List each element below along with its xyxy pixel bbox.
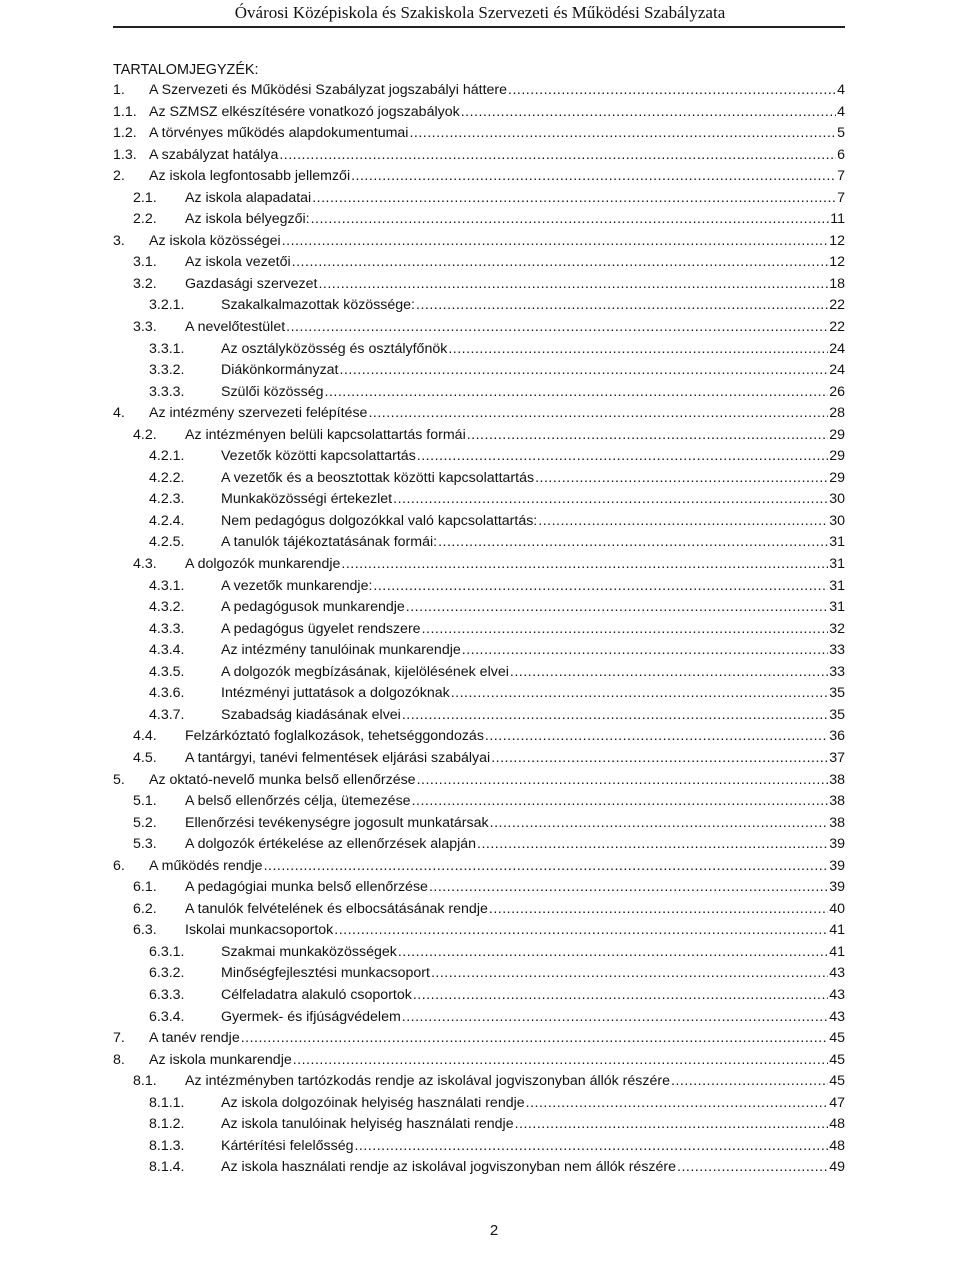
toc-leader-dots [340, 360, 829, 382]
toc-leader-dots [526, 1093, 829, 1115]
toc-entry-title: Az iskola használati rendje az iskolával jogviszonyban nem állók részére [221, 1159, 677, 1176]
toc-leader-dots [312, 188, 836, 210]
toc-entry-number: 1.2. [113, 125, 137, 142]
toc-entry-number: 8.1.1. [149, 1094, 185, 1111]
toc-leader-dots [515, 1114, 829, 1136]
toc-entry-number: 3.3.2. [149, 362, 185, 379]
toc-entry-number: 5.3. [133, 836, 157, 853]
toc-entry-page: 40 [829, 900, 845, 917]
toc-entry-number: 6. [113, 857, 125, 874]
toc-entry-number: 6.3.1. [149, 943, 185, 960]
toc-leader-dots [325, 382, 829, 404]
toc-entry-title: Kártérítési felelősség [221, 1137, 354, 1154]
toc-entry[interactable] [113, 188, 845, 210]
toc-entry-title: Szakalkalmazottak közössége: [221, 297, 415, 314]
toc-entry-title: A pedagógus ügyelet rendszere [221, 620, 421, 637]
toc-entry-page: 4 [837, 103, 845, 120]
toc-leader-dots [318, 274, 828, 296]
toc-entry-page: 35 [829, 685, 845, 702]
toc-leader-dots [438, 532, 828, 554]
toc-entry[interactable] [113, 295, 845, 317]
toc-entry-number: 6.3.2. [149, 965, 185, 982]
toc-entry[interactable] [113, 1007, 845, 1029]
toc-entry-number: 6.1. [133, 879, 157, 896]
toc-entry-number: 4. [113, 405, 125, 422]
toc-leader-dots [409, 123, 836, 145]
toc-entry-page: 41 [829, 943, 845, 960]
toc-entry-page: 31 [829, 599, 845, 616]
toc-entry-page: 47 [829, 1094, 845, 1111]
toc-entry[interactable] [113, 1028, 845, 1050]
toc-entry[interactable] [113, 748, 845, 770]
toc-entry-page: 49 [829, 1159, 845, 1176]
toc-entry-page: 33 [829, 642, 845, 659]
toc-entry-page: 45 [829, 1073, 845, 1090]
toc-leader-dots [398, 942, 828, 964]
toc-entry-number: 4.3. [133, 556, 157, 573]
toc-entry-number: 3.3. [133, 319, 157, 336]
toc-entry-page: 26 [829, 383, 845, 400]
toc-entry-number: 8.1.4. [149, 1159, 185, 1176]
toc-entry-page: 31 [829, 556, 845, 573]
toc-entry[interactable] [113, 662, 845, 684]
toc-entry[interactable] [113, 640, 845, 662]
toc-entry-number: 4.3.5. [149, 663, 185, 680]
toc-entry-title: Szakmai munkaközösségek [221, 943, 397, 960]
toc-entry-number: 4.2. [133, 426, 157, 443]
toc-entry-page: 48 [829, 1137, 845, 1154]
toc-entry-number: 2. [113, 168, 125, 185]
toc-leader-dots [448, 339, 828, 361]
toc-entry[interactable] [113, 856, 845, 878]
toc-leader-dots [286, 317, 828, 339]
toc-entry[interactable] [113, 877, 845, 899]
toc-entry-number: 3.1. [133, 254, 157, 271]
toc-entry-number: 3.2. [133, 275, 157, 292]
toc-entry-number: 6.3.3. [149, 986, 185, 1003]
toc-entry-title: A tanév rendje [149, 1030, 240, 1047]
toc-entry-number: 4.2.5. [149, 534, 185, 551]
toc-entry[interactable] [113, 532, 845, 554]
toc-entry-title: A tantárgyi, tanévi felmentések eljárási szabályai [185, 749, 491, 766]
toc-entry-page: 35 [829, 706, 845, 723]
toc-entry-title: Diákönkormányzat [221, 362, 339, 379]
toc-entry[interactable] [113, 403, 845, 425]
toc-entry-title: Gyermek- és ifjúságvédelem [221, 1008, 401, 1025]
toc-entry[interactable] [113, 770, 845, 792]
toc-entry-page: 45 [829, 1051, 845, 1068]
toc-entry-title: A pedagógusok munkarendje [221, 599, 405, 616]
toc-entry-title: Iskolai munkacsoportok [185, 922, 334, 939]
toc-entry-title: Az iskola tanulóinak helyiség használati rendje [221, 1116, 514, 1133]
toc-leader-dots [671, 1071, 828, 1093]
toc-entry-number: 3.2.1. [149, 297, 185, 314]
toc-entry[interactable] [113, 360, 845, 382]
toc-entry-page: 38 [829, 793, 845, 810]
toc-entry[interactable] [113, 145, 845, 167]
toc-entry-title: Felzárkóztató foglalkozások, tehetséggondozás [185, 728, 484, 745]
toc-leader-dots [417, 770, 829, 792]
toc-leader-dots [429, 877, 828, 899]
toc-entry-number: 7. [113, 1030, 125, 1047]
toc-entry-page: 29 [829, 426, 845, 443]
toc-leader-dots [451, 683, 829, 705]
toc-entry-title: A dolgozók megbízásának, kijelölésének elvei [221, 663, 509, 680]
toc-leader-dots [241, 1028, 829, 1050]
page-number: 2 [489, 1222, 499, 1239]
toc-entry[interactable] [113, 102, 845, 124]
toc-heading: TARTALOMJEGYZÉK: [113, 62, 259, 78]
toc-entry-page: 38 [829, 814, 845, 831]
toc-entry-number: 4.3.7. [149, 706, 185, 723]
toc-leader-dots [416, 295, 828, 317]
toc-entry-page: 18 [829, 275, 845, 292]
toc-entry[interactable] [113, 382, 845, 404]
toc-entry-title: Az oktató-nevelő munka belső ellenőrzése [149, 771, 416, 788]
toc-entry-title: A vezetők és a beosztottak közötti kapcsolattartás [221, 469, 535, 486]
toc-leader-dots [293, 1050, 828, 1072]
toc-entry-page: 37 [829, 749, 845, 766]
toc-entry-page: 41 [829, 922, 845, 939]
toc-entry-page: 12 [829, 254, 845, 271]
toc-entry[interactable] [113, 339, 845, 361]
toc-entry[interactable] [113, 1136, 845, 1158]
toc-leader-dots [422, 619, 829, 641]
toc-leader-dots [489, 899, 828, 921]
toc-entry[interactable] [113, 317, 845, 339]
toc-entry-title: A tanulók felvételének és elbocsátásának rendje [185, 900, 488, 917]
toc-entry-title: Az intézményen belüli kapcsolattartás formái [185, 426, 466, 443]
toc-entry-number: 4.3.1. [149, 577, 185, 594]
toc-entry-title: Nem pedagógus dolgozókkal való kapcsolattartás: [221, 512, 538, 529]
toc-entry-number: 5. [113, 771, 125, 788]
toc-entry[interactable] [113, 683, 845, 705]
toc-entry-number: 8. [113, 1051, 125, 1068]
toc-entry[interactable] [113, 726, 845, 748]
toc-entry-number: 3.3.1. [149, 340, 185, 357]
toc-entry[interactable] [113, 985, 845, 1007]
toc-entry-number: 4.3.6. [149, 685, 185, 702]
toc-entry-title: A vezetők munkarendje: [221, 577, 373, 594]
toc-entry-title: Az iskola alapadatai [185, 189, 312, 206]
toc-entry-page: 39 [829, 836, 845, 853]
toc-leader-dots [431, 963, 828, 985]
toc-entry-page: 48 [829, 1116, 845, 1133]
toc-entry-number: 5.2. [133, 814, 157, 831]
toc-entry-title: A dolgozók munkarendje [185, 556, 341, 573]
toc-entry-page: 24 [829, 362, 845, 379]
toc-leader-dots [341, 554, 828, 576]
toc-leader-dots [538, 511, 828, 533]
toc-entry-title: Az iskola legfontosabb jellemzői [149, 168, 351, 185]
toc-entry[interactable] [113, 920, 845, 942]
toc-entry-page: 30 [829, 512, 845, 529]
toc-entry-number: 6.3. [133, 922, 157, 939]
toc-leader-dots [393, 489, 828, 511]
toc-entry-page: 33 [829, 663, 845, 680]
toc-entry[interactable] [113, 80, 845, 102]
toc-entry-number: 4.2.1. [149, 448, 185, 465]
toc-entry[interactable] [113, 489, 845, 511]
toc-leader-dots [477, 834, 828, 856]
toc-entry[interactable] [113, 446, 845, 468]
toc-entry[interactable] [113, 813, 845, 835]
toc-entry[interactable] [113, 166, 845, 188]
toc-entry-page: 32 [829, 620, 845, 637]
toc-entry-title: Célfeladatra alakuló csoportok [221, 986, 412, 1003]
toc-entry-number: 8.1.3. [149, 1137, 185, 1154]
toc-entry-title: A pedagógiai munka belső ellenőrzése [185, 879, 428, 896]
toc-leader-dots [467, 425, 828, 447]
toc-leader-dots [402, 705, 828, 727]
toc-entry-title: Gazdasági szervezet [185, 275, 318, 292]
toc-entry-number: 1. [113, 82, 125, 98]
toc-entry-title: A Szervezeti és Működési Szabályzat jogszabályi háttere [149, 82, 508, 98]
toc-leader-dots [677, 1157, 828, 1179]
toc-entry-page: 31 [829, 577, 845, 594]
toc-leader-dots [485, 726, 828, 748]
running-header: Óvárosi Középiskola és Szakiskola Szervezeti és Működési Szabályzata [234, 3, 726, 22]
toc-entry-title: Az osztályközösség és osztályfőnök [221, 340, 448, 357]
toc-entry-title: Az intézmény szervezeti felépítése [149, 405, 368, 422]
toc-leader-dots [311, 209, 830, 231]
toc-entry-title: Az SZMSZ elkészítésére vonatkozó jogszabályok [149, 103, 460, 120]
toc-entry-page: 36 [829, 728, 845, 745]
toc-leader-dots [510, 662, 828, 684]
toc-leader-dots [292, 252, 829, 274]
toc-entry-number: 6.3.4. [149, 1008, 185, 1025]
toc-entry[interactable] [113, 942, 845, 964]
toc-leader-dots [264, 856, 829, 878]
toc-leader-dots [373, 576, 828, 598]
header-rule [113, 26, 845, 28]
toc-entry[interactable] [113, 425, 845, 447]
toc-entry-number: 4.2.2. [149, 469, 185, 486]
toc-entry[interactable] [113, 619, 845, 641]
toc-entry[interactable] [113, 1157, 845, 1179]
toc-entry-number: 5.1. [133, 793, 157, 810]
toc-entry-page: 22 [829, 319, 845, 336]
toc-entry-title: A szabályzat hatálya [149, 146, 279, 163]
table-of-contents [113, 80, 845, 1179]
toc-entry[interactable] [113, 511, 845, 533]
toc-entry-title: Minőségfejlesztési munkacsoport [221, 965, 430, 982]
toc-entry-title: Vezetők közötti kapcsolattartás [221, 448, 416, 465]
toc-entry-page: 39 [829, 857, 845, 874]
toc-leader-dots [402, 1007, 828, 1029]
toc-entry-number: 4.2.3. [149, 491, 185, 508]
toc-leader-dots [351, 166, 836, 188]
toc-entry-number: 4.3.2. [149, 599, 185, 616]
toc-leader-dots [417, 446, 828, 468]
toc-entry-page: 7 [837, 168, 845, 185]
toc-entry-number: 4.3.3. [149, 620, 185, 637]
toc-entry-number: 2.2. [133, 211, 157, 228]
toc-leader-dots [354, 1136, 828, 1158]
toc-entry-number: 4.2.4. [149, 512, 185, 529]
toc-entry-number: 6.2. [133, 900, 157, 917]
toc-entry-title: A tanulók tájékoztatásának formái: [221, 534, 438, 551]
toc-entry-page: 29 [829, 448, 845, 465]
toc-entry-page: 11 [830, 211, 845, 228]
toc-leader-dots [461, 102, 836, 124]
toc-entry-page: 12 [829, 232, 845, 249]
toc-entry[interactable] [113, 1093, 845, 1115]
toc-entry-number: 4.3.4. [149, 642, 185, 659]
toc-leader-dots [279, 145, 836, 167]
toc-entry-page: 4 [837, 82, 845, 98]
toc-entry-number: 4.5. [133, 749, 157, 766]
toc-entry-number: 1.1. [113, 103, 137, 120]
toc-entry-title: Ellenőrzési tevékenységre jogosult munkatársak [185, 814, 489, 831]
toc-entry[interactable] [113, 963, 845, 985]
toc-entry-page: 43 [829, 965, 845, 982]
toc-entry-number: 4.4. [133, 728, 157, 745]
toc-leader-dots [406, 597, 828, 619]
toc-entry-page: 39 [829, 879, 845, 896]
toc-entry-page: 24 [829, 340, 845, 357]
toc-entry-title: Az intézmény tanulóinak munkarendje [221, 642, 461, 659]
toc-entry-number: 3. [113, 232, 125, 249]
toc-entry-title: Az iskola közösségei [149, 232, 281, 249]
toc-entry-number: 1.3. [113, 146, 137, 163]
toc-entry-page: 22 [829, 297, 845, 314]
toc-entry-title: Az iskola bélyegzői: [185, 211, 310, 228]
toc-entry-title: Szülői közösség [221, 383, 324, 400]
toc-entry-page: 7 [837, 189, 845, 206]
toc-entry-title: A működés rendje [149, 857, 263, 874]
toc-entry[interactable] [113, 705, 845, 727]
toc-entry-title: Munkaközösségi értekezlet [221, 491, 393, 508]
toc-leader-dots [490, 813, 829, 835]
toc-leader-dots [491, 748, 828, 770]
toc-entry-title: Az iskola dolgozóinak helyiség használati rendje [221, 1094, 525, 1111]
toc-entry-page: 43 [829, 1008, 845, 1025]
toc-entry-page: 29 [829, 469, 845, 486]
toc-entry-title: Szabadság kiadásának elvei [221, 706, 401, 723]
toc-entry-title: Az iskola munkarendje [149, 1051, 292, 1068]
toc-leader-dots [368, 403, 828, 425]
toc-entry-page: 28 [829, 405, 845, 422]
toc-leader-dots [413, 985, 828, 1007]
toc-entry[interactable] [113, 231, 845, 253]
toc-entry-number: 8.1. [133, 1073, 157, 1090]
toc-entry[interactable] [113, 899, 845, 921]
toc-entry[interactable] [113, 1050, 845, 1072]
toc-leader-dots [412, 791, 829, 813]
toc-entry[interactable] [113, 274, 845, 296]
toc-leader-dots [462, 640, 828, 662]
toc-leader-dots [334, 920, 828, 942]
toc-entry-page: 38 [829, 771, 845, 788]
toc-entry[interactable] [113, 468, 845, 490]
toc-entry-page: 43 [829, 986, 845, 1003]
toc-entry-title: Intézményi juttatások a dolgozóknak [221, 685, 450, 702]
toc-leader-dots [535, 468, 828, 490]
toc-entry-page: 31 [829, 534, 845, 551]
toc-entry-page: 5 [837, 125, 845, 142]
toc-entry[interactable] [113, 554, 845, 576]
toc-entry[interactable] [113, 1071, 845, 1093]
toc-entry-title: A törvényes működés alapdokumentumai [149, 125, 409, 142]
toc-entry-page: 6 [837, 146, 845, 163]
toc-entry-title: A nevelőtestület [185, 319, 286, 336]
toc-entry[interactable] [113, 123, 845, 145]
toc-entry-page: 45 [829, 1030, 845, 1047]
toc-entry[interactable] [113, 597, 845, 619]
toc-entry-number: 8.1.2. [149, 1116, 185, 1133]
toc-entry-number: 3.3.3. [149, 383, 185, 400]
toc-entry-title: A dolgozók értékelése az ellenőrzések alapján [185, 836, 477, 853]
toc-entry[interactable] [113, 209, 845, 231]
toc-entry-number: 2.1. [133, 189, 157, 206]
toc-entry[interactable] [113, 834, 845, 856]
toc-entry-page: 30 [829, 491, 845, 508]
toc-entry-title: Az iskola vezetői [185, 254, 291, 271]
toc-entry[interactable] [113, 791, 845, 813]
toc-entry[interactable] [113, 252, 845, 274]
toc-entry-title: Az intézményben tartózkodás rendje az iskolával jogviszonyban állók részére [185, 1073, 670, 1090]
toc-entry[interactable] [113, 1114, 845, 1136]
toc-entry-title: A belső ellenőrzés célja, ütemezése [185, 793, 411, 810]
toc-entry[interactable] [113, 576, 845, 598]
toc-leader-dots [508, 80, 836, 102]
toc-leader-dots [282, 231, 829, 253]
